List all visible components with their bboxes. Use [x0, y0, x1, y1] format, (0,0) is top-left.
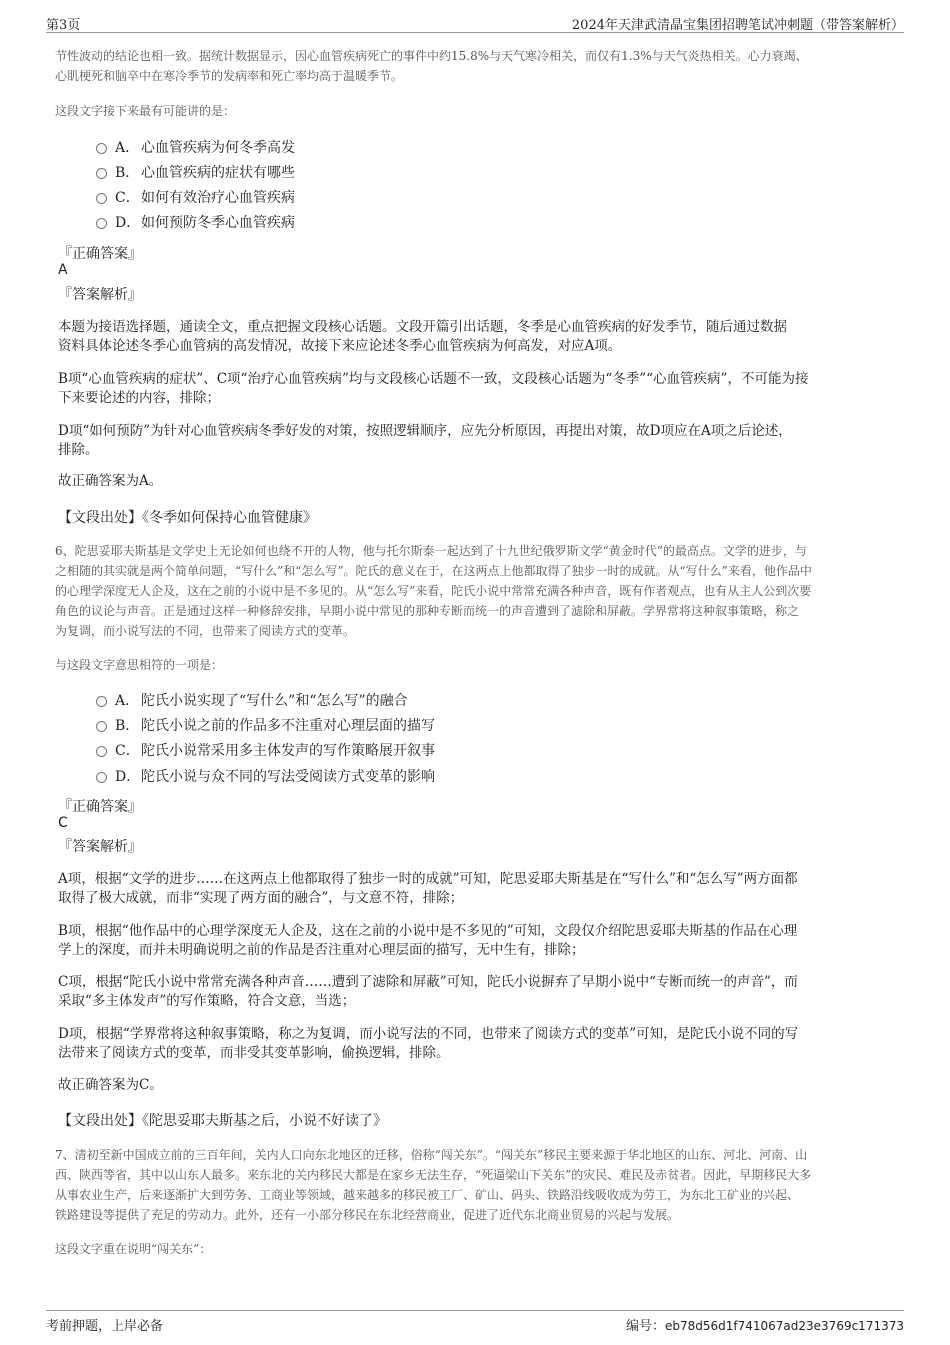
q5-analysis-para: D项“如何预防”为针对心血管疾病冬季好发的对策，按照逻辑顺序，应先分析原因，再提出对策，故D项应在A项之后论述， 排除。	[58, 423, 792, 458]
radio-icon[interactable]	[96, 193, 107, 204]
radio-icon[interactable]	[96, 696, 107, 707]
page-footer	[46, 1310, 904, 1335]
q6-conclusion: 故正确答案为C。	[58, 1077, 163, 1093]
q6-analysis-para: A项，根据“文学的进步……在这两点上他都取得了独步一时的成就”可知，陀思妥耶夫斯基是在“写什么”和“怎么写”两方面都 取得了极大成就，而非“实现了两方面的融合”，与文意不符，排除；	[58, 871, 798, 906]
footer-slogan: 考前押题，上岸必备	[46, 1319, 164, 1334]
page-number: 第3页	[46, 18, 81, 33]
radio-icon[interactable]	[96, 218, 107, 229]
q5-answer-label: 『正确答案』	[58, 246, 142, 262]
q5-option-d[interactable]: D．如何预防冬季心血管疾病	[96, 213, 295, 233]
q6-option-c[interactable]: C．陀氏小说常采用多主体发声的写作策略展开叙事	[96, 741, 435, 761]
radio-icon[interactable]	[96, 746, 107, 757]
q5-analysis-label: 『答案解析』	[58, 287, 142, 303]
q5-prompt: 这段文字接下来最有可能讲的是：	[55, 104, 236, 118]
radio-icon[interactable]	[96, 721, 107, 732]
q6-answer: C	[58, 815, 68, 831]
q5-answer: A	[58, 262, 68, 278]
q6-option-b[interactable]: B． 陀氏小说之前的作品多不注重对心理层面的描写	[96, 716, 435, 736]
q6-prompt: 与这段文字意思相符的一项是：	[55, 658, 224, 672]
q6-analysis-para: C项，根据“陀氏小说中常常充满各种声音……遭到了滤除和屏蔽”可知，陀氏小说摒弃了早期小说中“专断而统一的声音”，而 采取“多主体发声”的写作策略，符合文意，当选；	[58, 974, 798, 1009]
q6-source: 【文段出处】《陀思妥耶夫斯基之后，小说不好读了》	[58, 1113, 387, 1129]
q5-source: 【文段出处】《冬季如何保持心血管健康》	[58, 510, 317, 526]
radio-icon[interactable]	[96, 772, 107, 783]
q6-analysis-para: D项，根据“学界常将这种叙事策略，称之为复调，而小说写法的不同，也带来了阅读方式的变革”可知，是陀氏小说不同的写 法带来了阅读方式的变革，而非受其变革影响，偷换逻辑，排除。	[58, 1026, 799, 1061]
q6-option-d[interactable]: D．陀氏小说与众不同的写法受阅读方式变革的影响	[96, 767, 435, 787]
q5-passage-line: 心肌梗死和脑卒中在寒冷季节的发病率和死亡率均高于温暖季节。	[55, 69, 404, 83]
footer-code: 编号：eb78d56d1f741067ad23e3769c171373	[625, 1319, 904, 1334]
q5-option-a[interactable]: A． 心血管疾病为何冬季高发	[96, 138, 295, 158]
q5-option-b[interactable]: B． 心血管疾病的症状有哪些	[96, 163, 295, 183]
page-header	[46, 10, 904, 33]
q5-option-c[interactable]: C．如何有效治疗心血管疾病	[96, 188, 295, 208]
radio-icon[interactable]	[96, 143, 107, 154]
document-title: 2024年天津武清晶宝集团招聘笔试冲刺题（带答案解析）	[571, 18, 904, 33]
q7-prompt: 这段文字重在说明“闯关东”：	[55, 1242, 212, 1256]
q5-passage	[55, 46, 808, 86]
q7-passage: 7、清初至新中国成立前的三百年间，关内人口向东北地区的迁移，俗称“闯关东”。“闯关东”移民主要来源于华北地区的山东、河北、河南、山 西、陕西等省，其中以山东人最多。来东北的关内移民大都是在家乡无法生存，“死逼梁山下关东”的灾民、难民及赤贫者。因此，早期移民大多 从事农业生产，后来逐渐扩大到劳务、工商业等领域，越来越多的移民被工厂、矿山、码头、铁路沿线吸收成为劳工，为东北工矿业的兴起、 铁路建设等提供了充足的劳动力。此外，还有一小部分移民在东北经营商业，促进了近代东北商业贸易的兴起与发展。	[55, 1148, 812, 1222]
q5-passage-line: 节性波动的结论也相一致。据统计数据显示，因心血管疾病死亡的事件中约15.8%与天气寒冷相关，而仅有1.3%与天气炎热相关。心力衰竭、	[55, 49, 808, 63]
radio-icon[interactable]	[96, 168, 107, 179]
q5-analysis-para: 本题为接语选择题，通读全文，重点把握文段核心话题。文段开篇引出话题，冬季是心血管疾病的好发季节，随后通过数据 资料具体论述冬季心血管病的高发情况，故接下来应论述冬季心血管疾病为何高发，对应A项。	[58, 319, 787, 354]
q6-analysis-label: 『答案解析』	[58, 839, 142, 855]
q6-passage: 6、陀思妥耶夫斯基是文学史上无论如何也绕不开的人物，他与托尔斯泰一起达到了十九世纪俄罗斯文学“黄金时代”的最高点。文学的进步，与 之相随的其实就是两个简单问题，“写什么”和“怎么写”。陀氏的意义在于，在这两点上他都取得了独步一时的成就。从“写什么”来看，他作品中 的心理学深度无人企及，这在之前的小说中是不多见的。从“怎么写”来看，陀氏小说中常常充满各种声音，既有作者观点，也有从主人公到次要 角色的议论与声音。正是通过这样一种修辞安排，早期小说中常见的那种专断而统一的声音遭到了滤除和屏蔽。学界常将这种叙事策略，称之 为复调，而小说写法的不同，也带来了阅读方式的变革。	[55, 544, 812, 638]
q5-analysis-para: B项“心血管疾病的症状”、C项“治疗心血管疾病”均与文段核心话题不一致，文段核心话题为“冬季”“心血管疾病”，不可能为接 下来要论述的内容，排除；	[58, 371, 809, 406]
q6-analysis-para: B项，根据“他作品中的心理学深度无人企及，这在之前的小说中是不多见的”可知，文段仅介绍陀思妥耶夫斯基的作品在心理 学上的深度，而并未明确说明之前的作品是否注重对心理层面的描写，无中生有，排除；	[58, 923, 798, 958]
q6-answer-label: 『正确答案』	[58, 799, 142, 815]
q6-option-a[interactable]: A． 陀氏小说实现了“写什么”和“怎么写”的融合	[96, 691, 408, 711]
q5-conclusion: 故正确答案为A。	[58, 473, 163, 489]
